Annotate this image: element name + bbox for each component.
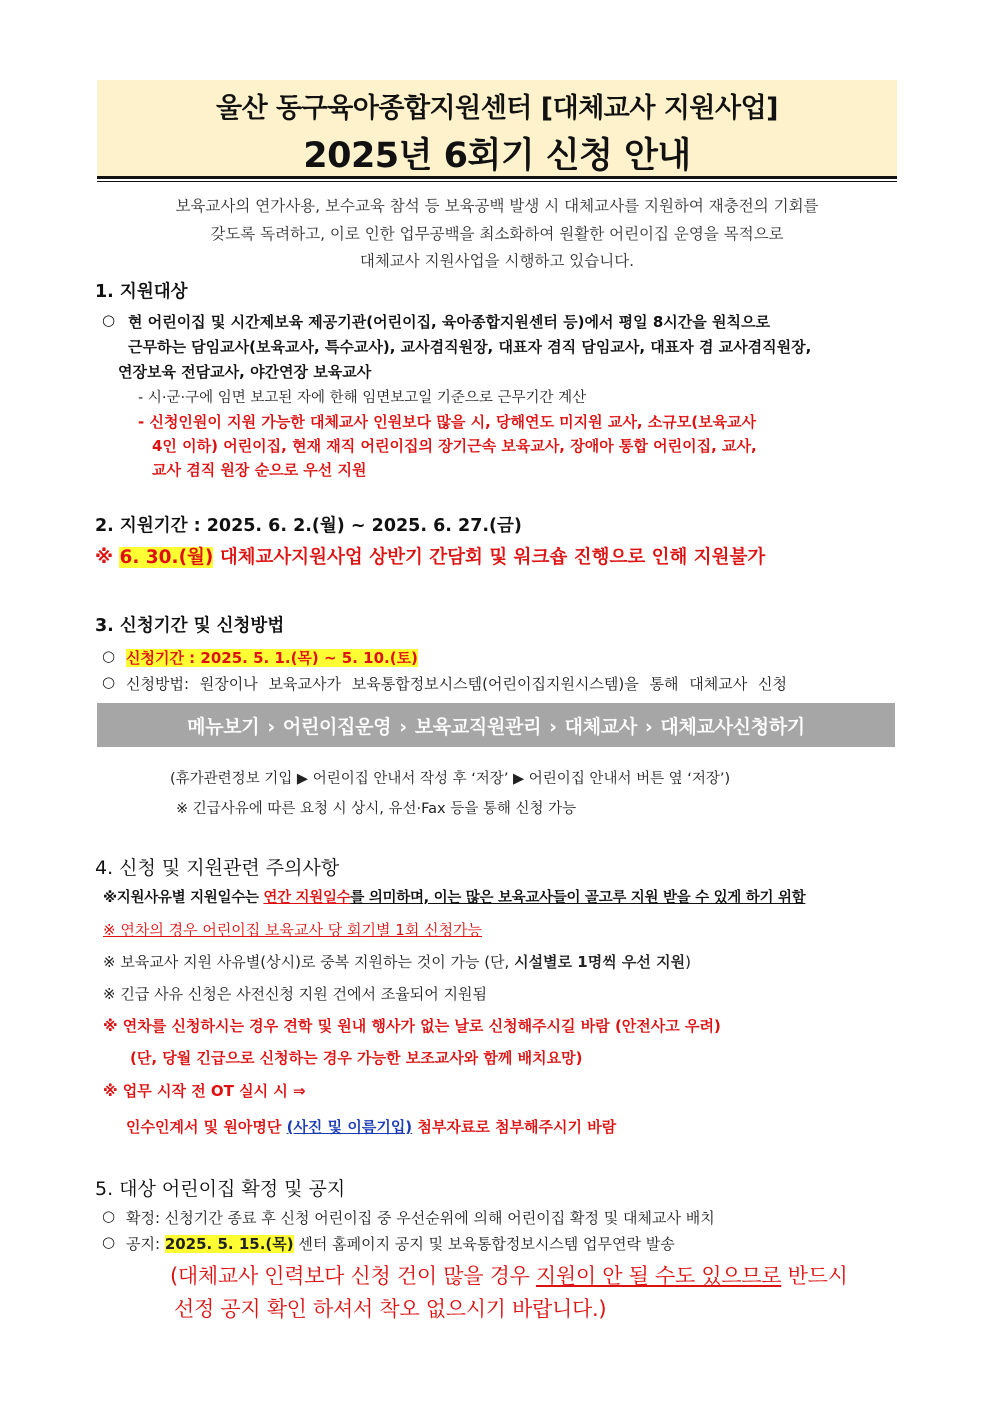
warning-line-1: (대체교사 인력보다 신청 건이 많을 경우 지원이 안 될 수도 있으므로 반드시 xyxy=(170,1264,848,1288)
section4-heading: 4. 신청 및 지원관련 주의사항 xyxy=(95,857,340,879)
urgent-note: ※ 긴급사유에 따른 요청 시 상시, 유선·Fax 등을 통해 신청 가능 xyxy=(176,801,577,817)
menu-item-5: 대체교사신청하기 xyxy=(660,716,805,738)
confirm-bullet: ○ xyxy=(102,1207,116,1225)
notice-date: 6. 30.(월) xyxy=(119,547,214,568)
section1-line-2: 근무하는 담임교사(보육교사, 특수교사), 교사겸직원장, 대표자 겸직 담임교사, 대표자 겸 교사겸직원장, xyxy=(128,338,812,356)
section4-line-4: ※ 긴급 사유 신청은 사전신청 지원 건에서 조율되어 지원됨 xyxy=(103,985,487,1003)
apply-method: 신청방법: 원장이나 보육교사가 보육통합정보시스템(어린이집지원시스템)을 통해 대체교사 신청 xyxy=(126,675,787,693)
section1-note-2a: - 신청인원이 지원 가능한 대체교사 인원보다 많을 시, 당해연도 미지원 교사, 소규모(보육교사 xyxy=(138,413,757,431)
section4-line-6: (단, 당월 긴급으로 신청하는 경우 가능한 보조교사와 함께 배치요망) xyxy=(130,1049,583,1067)
apply-period-text: 신청기간 : 2025. 5. 1.(목) ~ 5. 10.(토) xyxy=(126,649,418,667)
section4-line-8: 인수인계서 및 원아명단 (사진 및 이름기입) 첨부자료로 첨부해주시기 바람 xyxy=(126,1118,617,1136)
step-note: (휴가관련정보 기입 ▶ 어린이집 안내서 작성 후 ‘저장’ ▶ 어린이집 안내서 버튼 옆 ‘저장’) xyxy=(170,771,731,787)
section1-bullet: ○ xyxy=(102,311,116,329)
section3-heading: 3. 신청기간 및 신청방법 xyxy=(95,616,285,636)
warning-line-2: 선정 공지 확인 하셔서 착오 없으시기 바랍니다.) xyxy=(174,1297,607,1321)
section4-line-7: ※ 업무 시작 전 OT 실시 시 ⇒ xyxy=(103,1082,306,1100)
section2-notice xyxy=(95,543,765,569)
section1-heading: 1. 지원대상 xyxy=(95,282,188,302)
chevron-right-icon: › xyxy=(399,716,407,738)
intro-line-1: 보육교사의 연가사용, 보수교육 참석 등 보육공백 발생 시 대체교사를 지원하여 재충전의 기회를 xyxy=(175,197,819,215)
section1-note-2c: 교사 겸직 원장 순으로 우선 지원 xyxy=(152,461,367,479)
menu-item-4: 대체교사 xyxy=(564,716,637,738)
section4-line-1: ※지원사유별 지원일수는 연간 지원일수를 의미하며, 이는 많은 보육교사들이 골고루 지원 받을 수 있게 하기 위함 xyxy=(103,890,806,906)
apply-period xyxy=(126,647,418,668)
notice-text: 대체교사지원사업 상반기 간담회 및 워크숍 진행으로 인해 지원불가 xyxy=(219,547,766,568)
notice-line: 공지: 2025. 5. 15.(목) 센터 홈페이지 공지 및 보육통합정보시스템 업무연락 발송 xyxy=(126,1235,675,1253)
menu-item-3: 보육교직원관리 xyxy=(414,716,542,738)
section5-heading: 5. 대상 어린이집 확정 및 공지 xyxy=(95,1178,346,1200)
intro-line-2: 갖도록 독려하고, 이로 인한 업무공백을 최소화하여 원활한 어린이집 운영을 목적으로 xyxy=(210,225,784,243)
title-divider xyxy=(97,176,897,179)
method-bullet: ○ xyxy=(102,673,116,691)
section1-note-2b: 4인 이하) 어린이집, 현재 재직 어린이집의 장기근속 보육교사, 장애아 통합 어린이집, 교사, xyxy=(152,437,757,455)
section4-line-5: ※ 연차를 신청하시는 경우 견학 및 원내 행사가 없는 날로 신청해주시길 바람 (안전사고 우려) xyxy=(103,1017,721,1035)
page-subtitle: 2025년 6회기 신청 안내 xyxy=(303,136,691,176)
chevron-right-icon: › xyxy=(267,716,275,738)
page-title: 울산 동구육아종합지원센터 [대체교사 지원사업] xyxy=(215,93,779,124)
menu-item-2: 어린이집운영 xyxy=(282,716,392,738)
intro-line-3: 대체교사 지원사업을 시행하고 있습니다. xyxy=(359,252,635,270)
confirm-line: 확정: 신청기간 종료 후 신청 어린이집 중 우선순위에 의해 어린이집 확정 및 대체교사 배치 xyxy=(126,1209,715,1227)
section1-line-1: 현 어린이집 및 시간제보육 제공기관(어린이집, 육아종합지원센터 등)에서 평일 8시간을 원칙으로 xyxy=(128,313,770,331)
menu-item-1: 메뉴보기 xyxy=(187,716,260,738)
section4-line-3: ※ 보육교사 지원 사유별(상시)로 중복 지원하는 것이 가능 (단, 시설별로 1명씩 우선 지원) xyxy=(103,953,691,971)
section4-line-2: ※ 연차의 경우 어린이집 보육교사 당 회기별 1회 신청가능 xyxy=(103,921,483,939)
notice-mark: ※ xyxy=(95,547,113,568)
chevron-right-icon: › xyxy=(644,716,653,738)
section1-line-3: 연장보육 전담교사, 야간연장 보육교사 xyxy=(118,363,372,381)
section1-note-1: - 시·군·구에 임면 보고된 자에 한해 임면보고일 기준으로 근무기간 계산 xyxy=(138,390,587,406)
menu-path xyxy=(97,712,895,739)
section2-heading: 2. 지원기간 : 2025. 6. 2.(월) ~ 2025. 6. 27.(금) xyxy=(95,516,522,536)
chevron-right-icon: › xyxy=(549,716,557,738)
title-divider-thin xyxy=(97,181,897,182)
notice-bullet: ○ xyxy=(102,1233,116,1251)
period-bullet: ○ xyxy=(102,647,116,665)
